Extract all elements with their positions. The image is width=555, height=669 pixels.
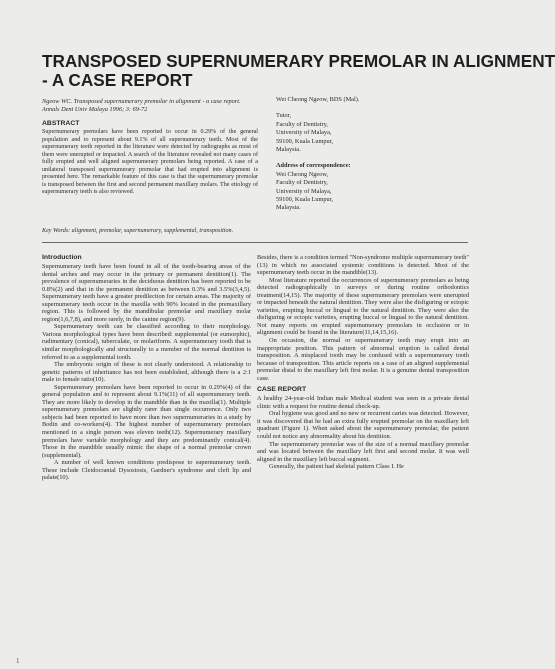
abstract-text: Supernumerary premolars have been reported to occur in 0.29% of the general population and to represent about 9.1% of all supernumerary teeth. Most of the supernumerary teeth reported in the literature were detected by radiographs as most of them were unerupted or impacted. A search of the literature revealed not many cases of fully erupted and well aligned supernumerary premolars being reported. A case of a unilateral transposed supernumerary premolar that had erupted into alignment is presented here. The remarkable feature of this case is that the supernumerary premolar is transposed between the first and second permanent maxillary molars. The etiology of supernumerary teeth is also reviewed. <box>42 129 258 196</box>
body-paragraph: Besides, there is a condition termed "Non-syndrome multiple supernumerary teeth"(13) in which no associated systemic conditions is detected. Most of the supernumerary teeth occur in the mandible(13). <box>257 254 469 277</box>
intro-paragraph: Supernumerary teeth can be classified according to their morphology. Various morphological types have been described: supplemental (or eumorphic), rudimentary (conical), tuberculate, or molariform. A supernumerary tooth that is similar morphologically and structurally to a member of the normal dentition is referred to as a supplemental tooth. <box>42 323 251 361</box>
section-divider <box>42 242 468 243</box>
body-paragraph: On occasion, the normal or supernumerary teeth may erupt into an inappropriate position. This pattern of abnormal eruption is called dental transposition. A misplaced tooth may be confused with a supernumerary tooth because of transposition. This article reports on a case of an aligned supplemental premolar distal to the maxillary left first molar. It is a genuine dental transposition case. <box>257 337 469 382</box>
correspondence-heading: Address of correspondence: <box>276 162 351 170</box>
case-paragraph: Oral hygiene was good and no new or recurrent caries was detected. However, it was discovered that he had an extra fully erupted premolar on the maxillary left quadrant (Figure 1). When asked about the supernumerary premolar, the patient could not notice any abnormality about his dentition. <box>257 410 469 441</box>
abstract-section <box>42 120 258 197</box>
intro-paragraph: Supernumerary teeth have been found in all of the tooth-bearing areas of the dental arches and may occur in the primary or permanent dentition(1). The prevalence of supernumeraries in the deciduous dentition has been reported to be 0.8%(2) and that in the permanent dentition as between 0.3% and 3.5%(3,4,5). Supernumerary teeth have a greater predilection for certain areas. The majority of supernumerary teeth occur in the maxilla with 90% located in the premaxillary region. This is followed by the mandibular premolar and maxillary molar region(1,6,7,8), and more rarely, in the canine region(9). <box>42 263 251 323</box>
case-paragraph: The supernumerary premolar was of the size of a normal maxillary premolar and was located between the maxillary left first and second molar. It was well aligned in the maxillary left buccal segment. <box>257 440 469 463</box>
intro-paragraph: Supernumerary premolars have been reported to occur in 0.29%(4) of the general population and to represent about 9.1%(11) of all supernumerary teeth. They are more likely to develop in the mandible than in the maxilla(1). Multiple supernumerary premolars are slightly rarer than single occurrence. Only two subjects had been reported to have more than two supernumeraries in a study by Bodin and co-workers(4). The highest number of supernumerary premolars mentioned in a single person was eleven teeth(12). Supernumerary maxillary premolars have variable morphology and they are predominantly conical(4). Those in the mandible usually mimic the shape of a normal premolar crown (supplemental). <box>42 383 251 459</box>
correspondence-line: Wei Cheong Ngeow, <box>276 170 329 178</box>
correspondence-line: Faculty of Dentistry, <box>276 179 328 187</box>
affiliation-line: Malaysia. <box>276 146 301 154</box>
intro-paragraph: The embryonic origin of these is not clearly understood. A relationship to genetic patterns of inheritance has not been established, although there is a 2:1 male to female ratio(10). <box>42 361 251 384</box>
right-column <box>257 254 469 471</box>
case-report-heading: CASE REPORT <box>257 386 307 394</box>
body-paragraph: Most literature reported the occurrences of supernumerary premolars as being detected radiographically in surveys or during routine orthodontics treatment(14,15). The majority of these supernumerary premolars were unerupted or impacted beneath the natural dentition. They were also the disfiguring or ectopic varieties, erupting buccal or lingual to the natural dentition. They were also the disfiguring or ectopic varieties, erupting buccal or lingual to the natural dentition. Not many reports on erupted supernumerary premolars in occlusion or in alignment could be found in the literature(11,14,15,16). <box>257 276 469 337</box>
affiliation-line: 59100, Kuala Lumpur, <box>276 137 334 145</box>
left-column <box>42 254 251 482</box>
article-title-line-2: - A CASE REPORT <box>42 70 193 90</box>
correspondence-line: University of Malaya, <box>276 187 332 195</box>
author-name: Wei Cheong Ngeow, BDS (Mal). <box>276 96 360 103</box>
case-paragraph: Generally, the patient had skeletal pattern Class I. He <box>269 463 404 471</box>
abstract-heading: ABSTRACT <box>42 120 80 127</box>
introduction-heading: Introduction <box>42 254 82 261</box>
affiliation-line: University of Malaya, <box>276 129 332 137</box>
correspondence-line: 59100, Kuala Lumpur, <box>276 196 334 204</box>
affiliation-line: Faculty of Dentistry, <box>276 120 328 128</box>
citation: Ngeow WC. Transposed supernumerary premolar in alignment - a case report. Annals Dent Univ Malaya 1996; 3: 69-72 <box>42 98 241 114</box>
article-title <box>42 51 555 90</box>
affiliation-line: Tutor, <box>276 112 292 120</box>
case-paragraph: A healthy 24-year-old Indian male Medical student was seen in a private dental clinic with a request for routine dental check-up. <box>257 395 469 410</box>
keywords: Key Words: alignment, premolar, supernumerary, supplemental, transposition. <box>42 228 234 234</box>
article-title-line-1: TRANSPOSED SUPERNUMERARY PREMOLAR IN ALIGNMENT <box>42 51 555 71</box>
correspondence-line: Malaysia. <box>276 204 301 212</box>
intro-paragraph: A number of well known conditions predispose to supernumerary teeth. These include Cleidocranial Dysostosis, Gardner's syndrome and cleft lip and palate(10). <box>42 459 251 482</box>
author-affiliation <box>276 96 451 213</box>
page-number: 1 <box>16 657 20 665</box>
